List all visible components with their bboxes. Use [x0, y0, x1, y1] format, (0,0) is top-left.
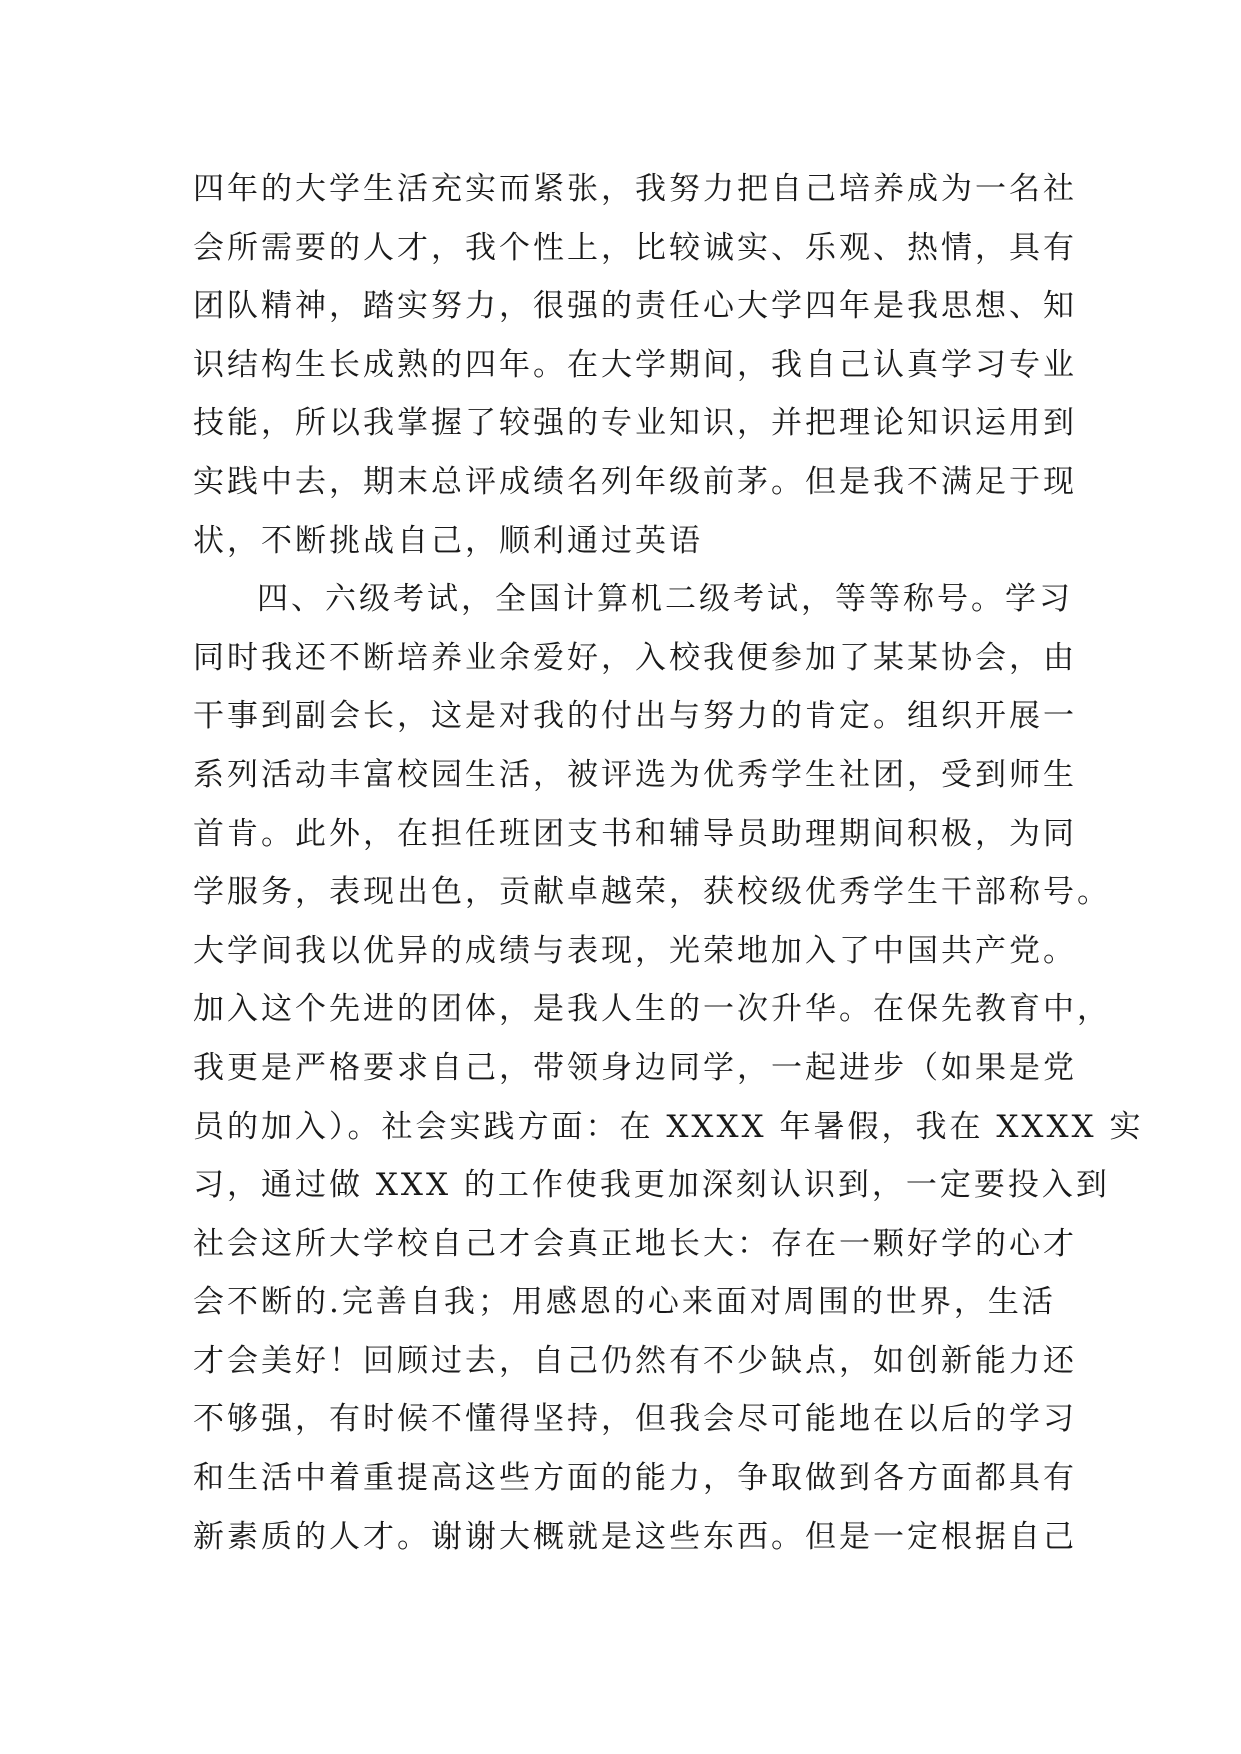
text-line: 我更是严格要求自己，带领身边同学，一起进步（如果是党	[193, 1049, 1077, 1086]
text-line: 识结构生长成熟的四年。在大学期间，我自己认真学习专业	[193, 346, 1077, 383]
text-line: 实践中去，期末总评成绩名列年级前茅。但是我不满足于现	[193, 463, 1077, 500]
document-body	[193, 160, 1144, 1566]
text-line: 员的加入）。社会实践方面：在 XXXX 年暑假，我在 XXXX 实	[193, 1108, 1144, 1145]
text-line: 学服务，表现出色，贡献卓越荣，获校级优秀学生干部称号。	[193, 874, 1111, 911]
text-line: 技能，所以我掌握了较强的专业知识，并把理论知识运用到	[193, 405, 1077, 442]
text-line: 状，不断挑战自己，顺利通过英语	[193, 522, 703, 559]
text-line: 会不断的.完善自我；用感恩的心来面对周围的世界，生活	[193, 1284, 1056, 1321]
text-line: 四、六级考试，全国计算机二级考试，等等称号。学习	[257, 581, 1073, 618]
text-line: 团队精神，踏实努力，很强的责任心大学四年是我思想、知	[193, 288, 1077, 325]
paragraph-1	[193, 160, 1077, 570]
text-line: 不够强，有时候不懂得坚持，但我会尽可能地在以后的学习	[193, 1401, 1077, 1438]
text-line: 和生活中着重提高这些方面的能力，争取做到各方面都具有	[193, 1460, 1077, 1497]
text-line: 首肯。此外，在担任班团支书和辅导员助理期间积极，为同	[193, 815, 1077, 852]
text-line: 四年的大学生活充实而紧张，我努力把自己培养成为一名社	[193, 171, 1077, 207]
text-line: 干事到副会长，这是对我的付出与努力的肯定。组织开展一	[193, 698, 1077, 735]
text-line: 新素质的人才。谢谢大概就是这些东西。但是一定根据自己	[193, 1518, 1077, 1555]
text-line: 系列活动丰富校园生活，被评选为优秀学生社团，受到师生	[193, 756, 1077, 793]
text-line: 加入这个先进的团体，是我人生的一次升华。在保先教育中，	[193, 991, 1111, 1028]
paragraph-2	[193, 570, 1144, 1566]
text-line: 习，通过做 XXX 的工作使我更加深刻认识到，一定要投入到	[193, 1167, 1110, 1204]
text-line: 社会这所大学校自己才会真正地长大：存在一颗好学的心才	[193, 1225, 1077, 1262]
text-line: 大学间我以优异的成绩与表现，光荣地加入了中国共产党。	[193, 932, 1077, 969]
text-line: 会所需要的人才，我个性上，比较诚实、乐观、热情，具有	[193, 229, 1077, 266]
text-line: 才会美好！回顾过去，自己仍然有不少缺点，如创新能力还	[193, 1342, 1077, 1379]
text-line: 同时我还不断培养业余爱好，入校我便参加了某某协会，由	[193, 639, 1077, 676]
